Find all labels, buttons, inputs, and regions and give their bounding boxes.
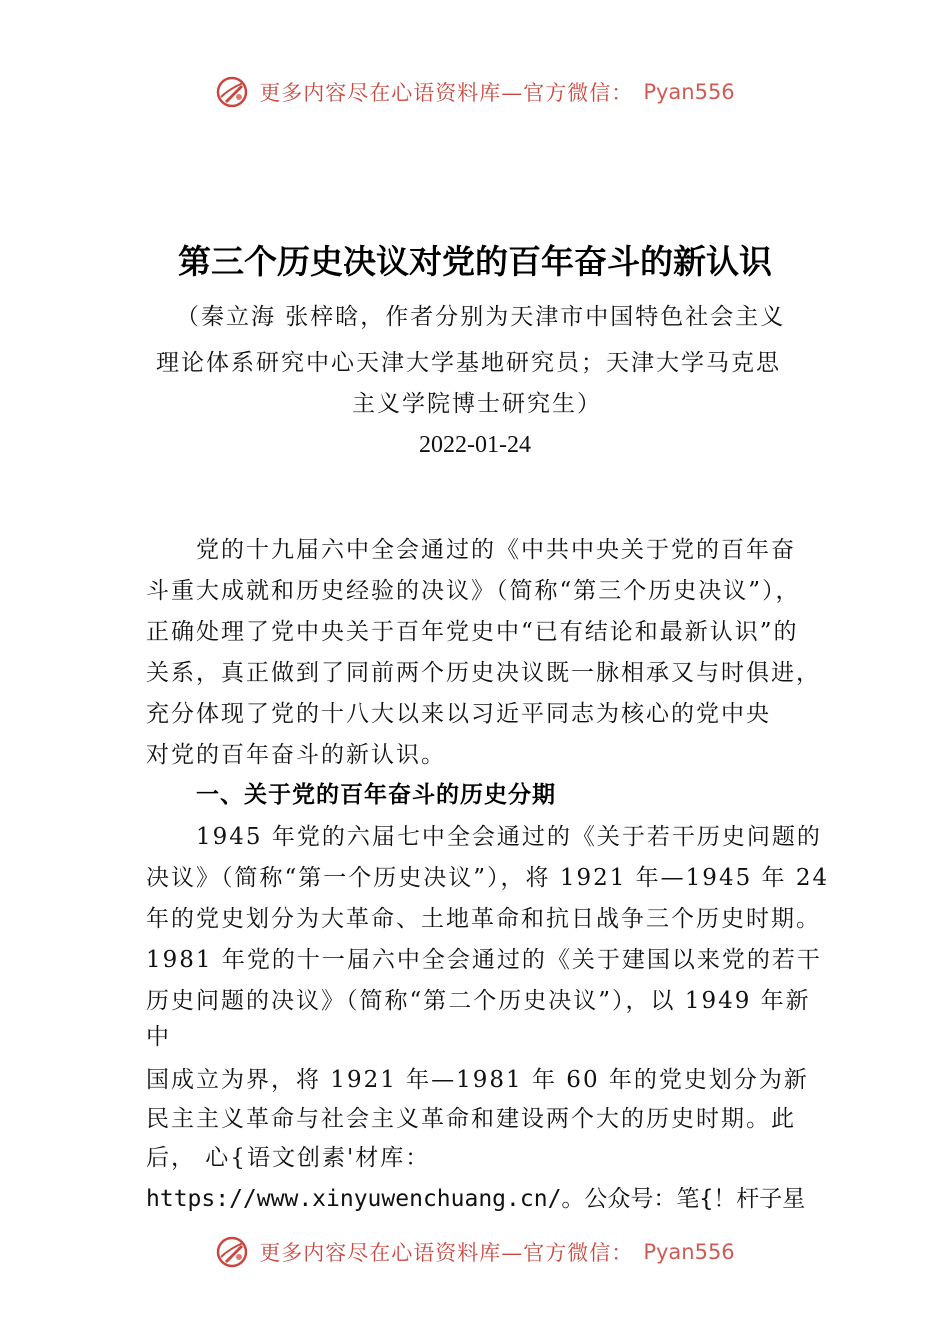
paragraph-line: 斗重大成就和历史经验的决议》（简称“第三个历史决议”）， [146, 578, 801, 604]
paragraph-line: 正确处理了党中央关于百年党史中“已有结论和最新认识”的 [146, 619, 799, 645]
pen-logo-icon [215, 1235, 249, 1269]
paragraph-line: 决议》（简称“第一个历史决议”），将 1921 年—1945 年 24 [146, 865, 830, 891]
paragraph-line: 国成立为界，将 1921 年—1981 年 60 年的党史划分为新 [146, 1067, 809, 1093]
paragraph-line: 关系，真正做到了同前两个历史决议既一脉相承又与时俱进， [146, 660, 821, 686]
watermark-text: 更多内容尽在心语资料库—官方微信： [259, 81, 634, 105]
paragraph-line: 对党的百年奋斗的新认识。 [146, 742, 446, 768]
paragraph-line: 年的党史划分为大革命、土地革命和抗日战争三个历史时期。 [146, 906, 821, 932]
article-date: 2022-01-24 [419, 432, 531, 458]
paragraph-line: 充分体现了党的十八大以来以习近平同志为核心的党中央 [146, 701, 771, 727]
paragraph-line: 中 [146, 1024, 171, 1050]
paragraph-line: 历史问题的决议》（简称“第二个历史决议”），以 1949 年新 [146, 988, 811, 1014]
paragraph-line: 后， 心{语文创素'材库： [146, 1145, 431, 1171]
paragraph-line: 1981 年党的十一届六中全会通过的《关于建国以来党的若干 [146, 947, 822, 973]
watermark-text: 更多内容尽在心语资料库—官方微信： [259, 1241, 634, 1265]
paragraph-line: 1945 年党的六届七中全会通过的《关于若干历史问题的 [196, 824, 822, 850]
paragraph-line: 党的十九届六中全会通过的《中共中央关于党的百年奋 [196, 537, 796, 563]
author-line: （秦立海 张梓晗，作者分别为天津市中国特色社会主义 [176, 304, 786, 330]
watermark-wechat-id: Pyan556 [643, 1240, 735, 1264]
article-title: 第三个历史决议对党的百年奋斗的新认识 [178, 242, 772, 281]
author-line: 理论体系研究中心天津大学基地研究员；天津大学马克思 [156, 350, 781, 376]
paragraph-line: https://www.xinyuwenchuang.cn/。公众号：笔{！杆子星 [146, 1186, 806, 1212]
watermark-wechat-id: Pyan556 [643, 80, 735, 104]
section-heading: 一、关于党的百年奋斗的历史分期 [196, 782, 556, 808]
watermark-banner-top [0, 70, 950, 114]
watermark-banner-bottom [0, 1230, 950, 1274]
author-line: 主义学院博士研究生） [352, 391, 602, 417]
paragraph-line: 民主主义革命与社会主义革命和建设两个大的历史时期。此 [146, 1106, 796, 1132]
pen-logo-icon [215, 75, 249, 109]
